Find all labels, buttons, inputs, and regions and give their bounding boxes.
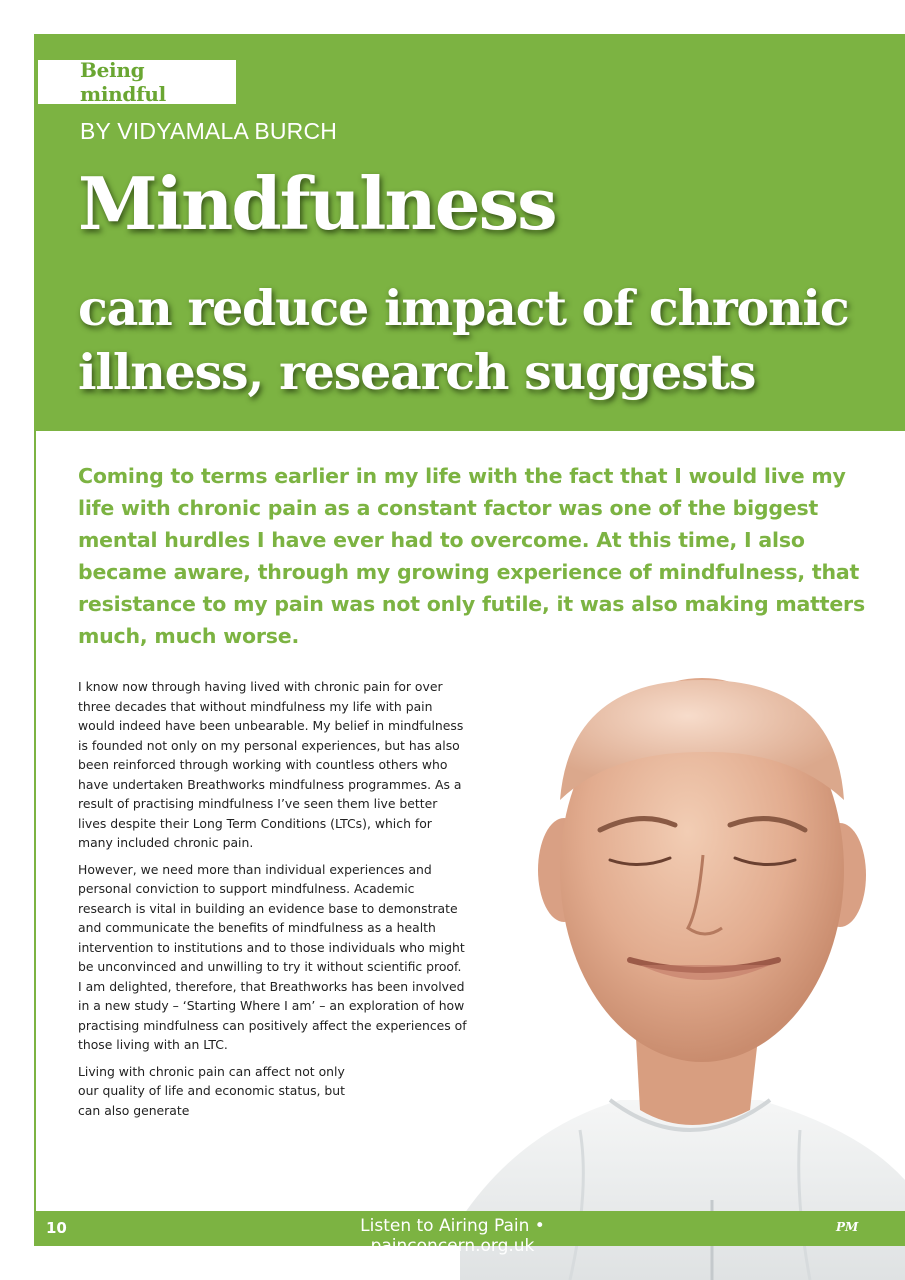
byline: BY VIDYAMALA BURCH [80,118,338,144]
article-body [78,677,468,1127]
portrait-photo [460,660,905,1280]
body-paragraph: However, we need more than individual experiences and personal conviction to support mindfulness. Academic research is vital in building an evidence base to demonstrate and communicate the benefits of mindfulness as a health intervention to institutions and to those individuals who might be unconvinced and unwilling to try it without scientific proof. I am delighted, therefore, that Breathworks has been involved in a new study – ‘Starting Where I am’ – an exploration of how practising mindfulness can positively affect the experiences of those living with an LTC. [78,861,467,1052]
footer-logo: PM [836,1220,859,1234]
section-label: Being mindful [80,58,166,106]
body-paragraph: Living with chronic pain can affect not only our quality of life and economic status, but can also generate [78,1063,345,1118]
article-lede: Coming to terms earlier in my life with the fact that I would live my life with chronic pain as a constant factor was one of the biggest mental hurdles I have ever had to overcome. At this time, I also became aware, through my growing experience of mindfulness, that resistance to my pain was not only futile, it was also making matters much, much worse. [78,464,865,648]
article-title: Mindfulness [78,161,556,246]
footer-link-text[interactable]: Listen to Airing Pain • painconcern.org.uk [360,1216,545,1256]
page-number: 10 [46,1219,67,1237]
section-tab [38,60,236,104]
article-subtitle: can reduce impact of chronic illness, research suggests [78,279,849,401]
smiling-man-illustration [460,660,905,1280]
body-paragraph: I know now through having lived with chronic pain for over three decades that without mindfulness my life with pain would indeed have been unbearable. My belief in mindfulness is founded not only on my personal experiences, but has also been reinforced through working with countless others who have undertaken Breathworks mindfulness programmes. As a result of practising mindfulness I’ve seen them live better lives despite their Long Term Conditions (LTCs), which for many included chronic pain. [78,679,464,850]
